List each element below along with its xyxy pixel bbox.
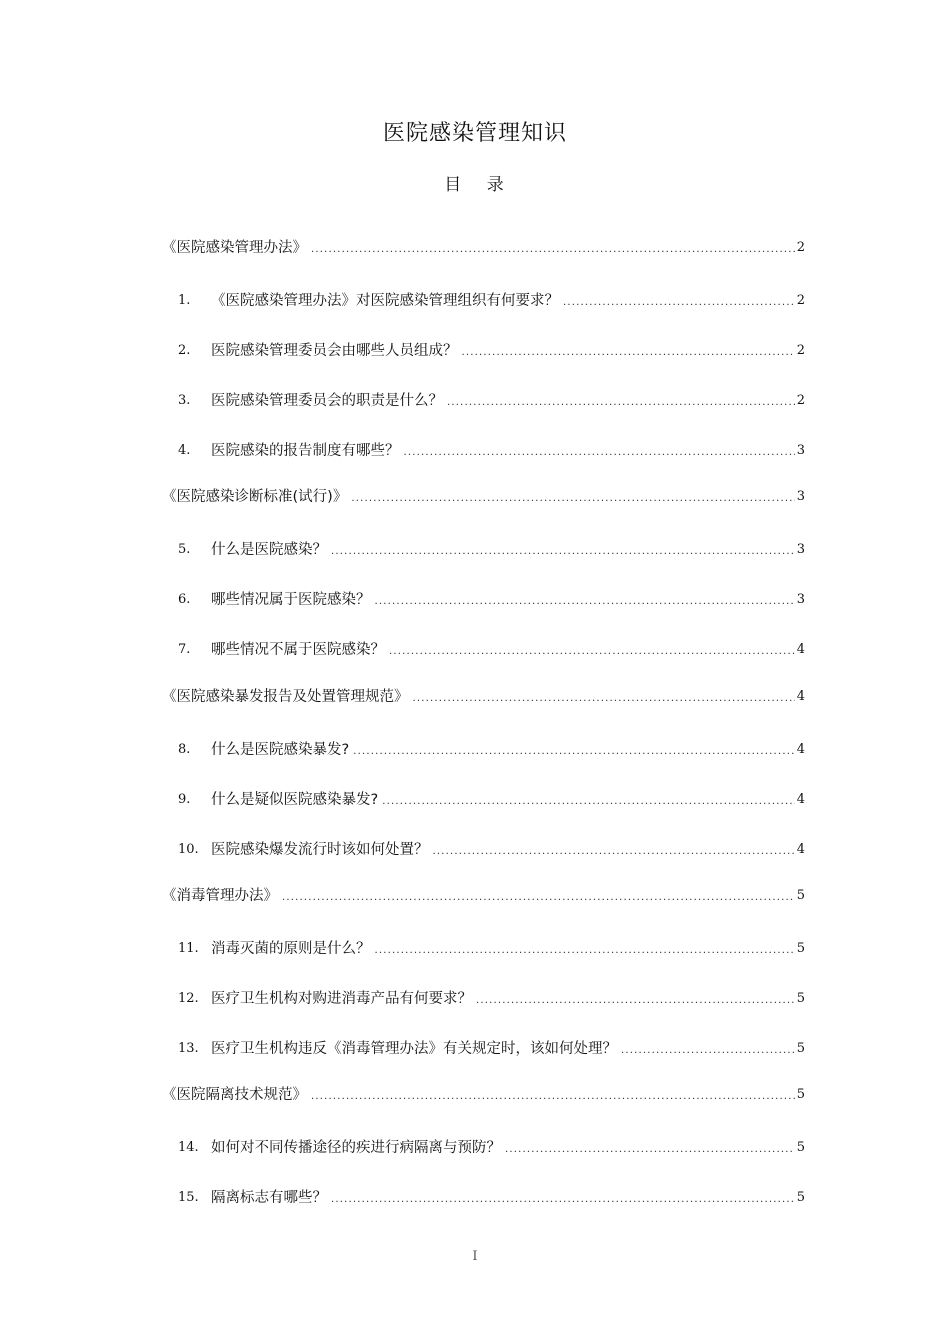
toc-section-entry[interactable] bbox=[162, 237, 805, 259]
toc-entry-title: 什么是疑似医院感染暴发? bbox=[211, 792, 379, 808]
toc-entry-page: 2 bbox=[796, 393, 805, 408]
toc-item-entry[interactable] bbox=[178, 1038, 805, 1060]
toc-section-entry[interactable] bbox=[162, 1084, 805, 1106]
toc-dot-leader bbox=[505, 1141, 795, 1159]
toc-entry-page: 5 bbox=[796, 1140, 805, 1155]
toc-entry-number: 14. bbox=[178, 1140, 199, 1155]
toc-dot-leader bbox=[621, 1042, 795, 1060]
toc-entry-title: 消毒灭菌的原则是什么？ bbox=[211, 941, 371, 957]
toc-entry-page: 5 bbox=[796, 1087, 805, 1102]
toc-entry-title: 哪些情况不属于医院感染？ bbox=[211, 642, 385, 658]
toc-entry-title: 《消毒管理办法》 bbox=[162, 888, 278, 904]
toc-entry-page: 3 bbox=[796, 592, 805, 607]
toc-section-entry[interactable] bbox=[162, 486, 805, 508]
toc-entry-title: 《医院感染管理办法》对医院感染管理组织有何要求？ bbox=[211, 293, 559, 309]
toc-entry-page: 4 bbox=[796, 642, 805, 657]
toc-item-entry[interactable] bbox=[178, 340, 805, 362]
toc-dot-leader bbox=[447, 394, 795, 412]
toc-entry-number: 7. bbox=[178, 642, 191, 657]
toc-entry-number: 4. bbox=[178, 443, 191, 458]
toc-entry-page: 2 bbox=[796, 343, 805, 358]
toc-dot-leader bbox=[375, 593, 795, 611]
toc-entry-title: 医院感染的报告制度有哪些？ bbox=[211, 443, 400, 459]
toc-entry-page: 5 bbox=[796, 991, 805, 1006]
toc-dot-leader bbox=[433, 843, 795, 861]
toc-dot-leader bbox=[311, 241, 795, 259]
toc-item-entry[interactable] bbox=[178, 390, 805, 412]
toc-item-entry[interactable] bbox=[178, 988, 805, 1010]
toc-item-entry[interactable] bbox=[178, 290, 805, 312]
toc-dot-leader bbox=[375, 942, 795, 960]
toc-entry-page: 3 bbox=[796, 489, 805, 504]
toc-entry-title: 医院感染管理委员会由哪些人员组成？ bbox=[211, 343, 458, 359]
toc-entry-title: 什么是医院感染暴发? bbox=[211, 742, 350, 758]
page-number: I bbox=[472, 1249, 478, 1264]
toc-entry-page: 5 bbox=[796, 1190, 805, 1205]
toc-dot-leader bbox=[351, 490, 794, 508]
toc-entry-number: 9. bbox=[178, 792, 191, 807]
toc-entry-title: 《医院隔离技术规范》 bbox=[162, 1087, 307, 1103]
toc-heading: 目 录 bbox=[444, 175, 514, 195]
toc-dot-leader bbox=[353, 743, 795, 761]
toc-dot-leader bbox=[413, 690, 795, 708]
toc-entry-title: 什么是医院感染？ bbox=[211, 542, 327, 558]
toc-entry-page: 4 bbox=[796, 742, 805, 757]
toc-entry-title: 《医院感染管理办法》 bbox=[162, 240, 307, 256]
toc-entry-title: 如何对不同传播途径的疾进行病隔离与预防？ bbox=[211, 1140, 501, 1156]
toc-entry-title: 医院感染爆发流行时该如何处置？ bbox=[211, 842, 429, 858]
toc-entry-page: 5 bbox=[796, 888, 805, 903]
toc-item-entry[interactable] bbox=[178, 839, 805, 861]
document-title: 医院感染管理知识 bbox=[382, 121, 567, 146]
toc-item-entry[interactable] bbox=[178, 539, 805, 561]
toc-dot-leader bbox=[389, 643, 795, 661]
toc-entry-number: 5. bbox=[178, 542, 191, 557]
toc-entry-page: 4 bbox=[796, 842, 805, 857]
toc-entry-page: 3 bbox=[796, 443, 805, 458]
toc-item-entry[interactable] bbox=[178, 1137, 805, 1159]
toc-entry-page: 3 bbox=[796, 542, 805, 557]
toc-entry-page: 4 bbox=[796, 792, 805, 807]
toc-entry-title: 哪些情况属于医院感染？ bbox=[211, 592, 371, 608]
toc-section-entry[interactable] bbox=[162, 686, 805, 708]
toc-dot-leader bbox=[563, 294, 795, 312]
toc-entry-title: 隔离标志有哪些？ bbox=[211, 1190, 327, 1206]
toc-item-entry[interactable] bbox=[178, 739, 805, 761]
toc-dot-leader bbox=[331, 1191, 795, 1209]
toc-entry-number: 15. bbox=[178, 1190, 199, 1205]
toc-entry-title: 医院感染管理委员会的职责是什么？ bbox=[211, 393, 443, 409]
toc-entry-page: 5 bbox=[796, 941, 805, 956]
toc-section-entry[interactable] bbox=[162, 885, 805, 907]
toc-dot-leader bbox=[282, 889, 795, 907]
toc-entry-number: 11. bbox=[178, 941, 199, 956]
toc-entry-number: 13. bbox=[178, 1041, 199, 1056]
toc-entry-number: 12. bbox=[178, 991, 199, 1006]
toc-entry-title: 医疗卫生机构对购进消毒产品有何要求？ bbox=[211, 991, 472, 1007]
toc-item-entry[interactable] bbox=[178, 639, 805, 661]
toc-entry-page: 2 bbox=[796, 240, 805, 255]
toc-entry-number: 1. bbox=[178, 293, 191, 308]
toc-entry-title: 《医院感染暴发报告及处置管理规范》 bbox=[162, 689, 409, 705]
toc-entry-page: 2 bbox=[796, 293, 805, 308]
toc-item-entry[interactable] bbox=[178, 589, 805, 611]
toc-item-entry[interactable] bbox=[178, 938, 805, 960]
toc-item-entry[interactable] bbox=[178, 1187, 805, 1209]
toc-item-entry[interactable] bbox=[178, 440, 805, 462]
toc-item-entry[interactable] bbox=[178, 789, 805, 811]
toc-entry-title: 《医院感染诊断标准(试行)》 bbox=[162, 489, 348, 505]
toc-entry-title: 医疗卫生机构违反《消毒管理办法》有关规定时，该如何处理？ bbox=[211, 1041, 617, 1057]
toc-entry-number: 3. bbox=[178, 393, 191, 408]
toc-entry-page: 5 bbox=[796, 1041, 805, 1056]
toc-entry-number: 10. bbox=[178, 842, 199, 857]
toc-dot-leader bbox=[476, 992, 795, 1010]
toc-entry-number: 6. bbox=[178, 592, 191, 607]
toc-dot-leader bbox=[331, 543, 795, 561]
toc-dot-leader bbox=[382, 793, 795, 811]
toc-entry-page: 4 bbox=[796, 689, 805, 704]
toc-dot-leader bbox=[404, 444, 795, 462]
toc-dot-leader bbox=[311, 1088, 795, 1106]
toc-entry-number: 2. bbox=[178, 343, 191, 358]
toc-entry-number: 8. bbox=[178, 742, 191, 757]
toc-dot-leader bbox=[462, 344, 795, 362]
